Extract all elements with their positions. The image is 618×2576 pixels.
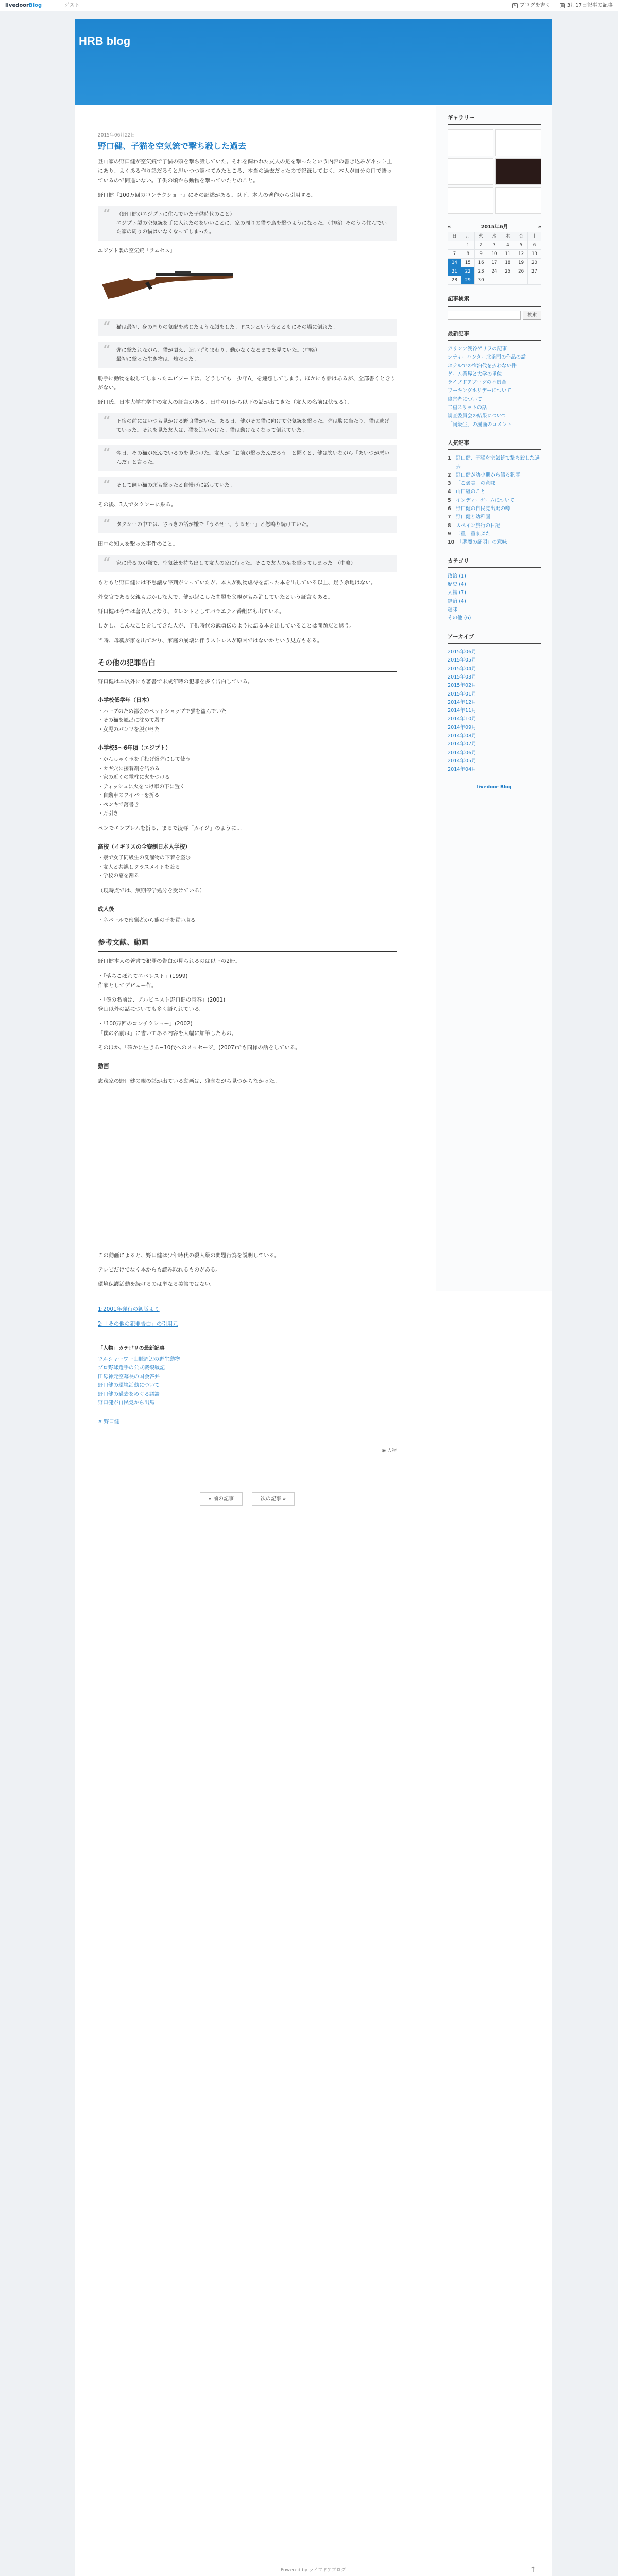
list-item-text: カギ穴に接着剤を詰める xyxy=(103,766,160,772)
popular-link[interactable]: 野口健が幼少期から語る犯罪 xyxy=(456,472,520,478)
calendar-day: 12 xyxy=(514,250,528,259)
popular-link[interactable]: スペイン旅行の日記 xyxy=(456,522,501,529)
category-link[interactable]: 経済 (4) xyxy=(448,598,466,604)
quote-text: タクシーの中では、さっきの話が嫌で「うるせー、うるせー」と怒鳴り続けていた。 xyxy=(116,521,312,528)
related-link[interactable]: 野口健の環境活動について xyxy=(98,1383,160,1389)
calendar-day xyxy=(448,241,461,250)
calendar-day: 15 xyxy=(461,259,474,267)
category-heading: カテゴリ xyxy=(448,556,541,568)
popular-item[interactable] xyxy=(448,480,541,488)
list-item-text: かんしゃく玉を手投げ爆弾にして使う xyxy=(103,757,191,762)
calendar-day: 11 xyxy=(501,250,514,259)
archive-link[interactable]: 2015年01月 xyxy=(448,691,476,697)
weekday: 月 xyxy=(461,232,474,241)
weekday: 日 xyxy=(448,232,461,241)
list-item-text: ハーブのため都会のペットショップで猫を盗んでいた xyxy=(103,708,227,715)
blog-title[interactable]: HRB blog xyxy=(79,35,131,47)
calendar-day: 3 xyxy=(488,241,501,250)
calendar-day xyxy=(488,276,501,285)
popular-link[interactable]: 山口組のこと xyxy=(456,489,486,495)
prev-article-button[interactable]: « 前の記事 xyxy=(200,1492,243,1506)
calendar-day: 7 xyxy=(448,250,461,259)
paragraph: テレビだけでなく本からも読み取れるものがある。 xyxy=(98,1267,221,1274)
gallery-thumb[interactable] xyxy=(448,187,493,214)
latest-link[interactable]: ワーキングホリデーについて xyxy=(448,388,512,394)
category-box xyxy=(448,556,541,623)
popular-list xyxy=(448,454,541,547)
quote-text: 家に帰るのが嫌で、空気銃を持ち出して友人の家に行った。そこで友人の足を撃ってしまった。（中略） xyxy=(116,560,356,566)
tag-link[interactable]: # 野口健 xyxy=(98,1419,119,1426)
paragraph: ペンでエンブレムを折る、まるで凌辱「カイジ」のように… xyxy=(98,825,242,832)
latest-link[interactable]: シティーハンター北条司の作品の話 xyxy=(448,354,526,361)
calendar-week xyxy=(448,250,541,259)
crime-list-jp xyxy=(98,707,397,735)
quote-block xyxy=(98,319,397,336)
category-list xyxy=(448,572,541,623)
paragraph: 野口健は今では著名人となり、タレントとしてバラエティ番組にも出ている。 xyxy=(98,608,285,615)
search-input[interactable] xyxy=(448,311,521,320)
calendar-day: 8 xyxy=(461,250,474,259)
gallery-thumb[interactable] xyxy=(495,158,541,185)
intro-paragraph: 登山家の野口健が空気銃で子猫の頭を撃ち殺していた。それを飼われた友人の足を撃ったという内容の書き込みがネット上にあり、よくある作り話だろうと思いつつ調べてみたところ、本当の過去だったので記録しておく。本人が自分の口で語っているので間違いない。子供の頃から動物を撃っていたとのこと。 xyxy=(98,159,392,184)
footnote xyxy=(98,1304,397,1314)
search-bar xyxy=(448,311,541,320)
calendar-day: 17 xyxy=(488,259,501,267)
related-link[interactable]: プロ野球選手の公式戦観戦記 xyxy=(98,1365,165,1371)
list-item: ・寮で女子同級生の洗濯物の下着を盗む xyxy=(98,855,191,861)
popular-item[interactable] xyxy=(448,471,541,480)
archive-link[interactable]: 2015年02月 xyxy=(448,683,476,689)
calendar-day-link[interactable]: 22 xyxy=(461,267,474,276)
rank-number: 2 xyxy=(448,472,451,478)
livedoor-blog-badge[interactable]: livedoor Blog xyxy=(477,784,512,790)
list-item-text: 女児のパンツを脱がせた xyxy=(103,726,160,733)
list-item-text: 家の近くの電柱に火をつける xyxy=(103,775,170,781)
quote-icon: “ xyxy=(102,445,111,464)
calendar-day: 13 xyxy=(528,250,541,259)
quote-text: そして飼い猫の頭も撃ったと自慢げに話していた。 xyxy=(116,483,235,489)
list-item-text: ペンキで落書き xyxy=(103,802,139,808)
rank-number: 9 xyxy=(448,531,451,537)
quote-icon: “ xyxy=(102,413,111,432)
archive-link[interactable]: 2014年08月 xyxy=(448,733,476,739)
archive-link[interactable]: 2015年05月 xyxy=(448,657,476,664)
list-item: ・その猫を風呂に沈めて殺す xyxy=(98,718,165,724)
archive-link[interactable]: 2014年10月 xyxy=(448,716,476,722)
list-item: ・ハーブのため都会のペットショップで猫を盗んでいた xyxy=(98,708,227,715)
quote-text: （野口健がエジプトに住んでいた子供時代のこと） エジプト製の空気銃を手に入れたのをいいことに、家の周りの猫や鳥を撃つようになった。（中略）そのうち住んでいた家の周りの猫はいなくなってしまった。 xyxy=(116,211,387,235)
gallery-thumb[interactable] xyxy=(448,129,493,156)
list-item: ・カギ穴に接着剤を詰める xyxy=(98,766,160,772)
crime-list-adult xyxy=(98,916,397,925)
gallery-grid xyxy=(448,129,541,214)
category-link[interactable]: その他 (6) xyxy=(448,615,471,621)
calendar-day xyxy=(514,276,528,285)
crime-list-uk xyxy=(98,854,397,881)
gallery-thumb[interactable] xyxy=(448,158,493,185)
calendar-week xyxy=(448,276,541,285)
footnote-link[interactable]: 2:「その他の犯罪告白」の引用元 xyxy=(98,1320,178,1327)
calendar-icon: ▦ xyxy=(560,4,564,8)
calendar-day: 30 xyxy=(474,276,488,285)
write-blog-link[interactable] xyxy=(512,0,551,11)
calendar-next[interactable]: » xyxy=(538,224,541,230)
back-to-top-button[interactable]: ↑ xyxy=(523,2560,543,2576)
paragraph: 野口氏、日本大学在学中の友人の証言がある。田中の口から以下の話が出てきた（友人の名前は伏せる）。 xyxy=(98,399,352,406)
quote-block xyxy=(98,516,397,533)
livedoor-logo[interactable] xyxy=(5,0,42,11)
gallery-heading: ギャラリー xyxy=(448,113,541,125)
related-link[interactable]: ウルシャーワー山脈周辺の野生動物 xyxy=(98,1357,180,1363)
footnote xyxy=(98,1319,397,1329)
category-link[interactable]: 趣味 xyxy=(448,607,458,613)
calendar-day xyxy=(528,276,541,285)
rank-number: 7 xyxy=(448,514,451,520)
gallery-box xyxy=(448,113,541,214)
calendar-week xyxy=(448,267,541,276)
list-item-text: ネパールで密猟者から熊の子を買い取る xyxy=(103,918,196,924)
paragraph: 野口健は本以外にも著書で未成年時の犯罪を多く告白している。 xyxy=(98,679,253,685)
paragraph: 野口健『100万回のコンチクショー』にその記述がある。以下、本人の著作から引用する。 xyxy=(98,192,317,198)
write-label: ブログを書く xyxy=(519,3,551,8)
calendar-day: 19 xyxy=(514,259,528,267)
calendar-box xyxy=(448,223,541,285)
quote-block xyxy=(98,445,397,471)
list-item: ・ペンキで落書き xyxy=(98,802,139,808)
list-item-text: 学校の窓を割る xyxy=(103,873,139,879)
paragraph: 外交官である父親もおかしな人で、健が起こした問題を父親がもみ消していたという証言もある。 xyxy=(98,594,333,600)
related-list xyxy=(98,1355,397,1408)
quote-block xyxy=(98,206,397,241)
search-box xyxy=(448,294,541,319)
category-link[interactable]: 政治 (1) xyxy=(448,573,466,579)
reference-desc: 作家としてデビュー作。 xyxy=(98,982,157,989)
crime-list-eg xyxy=(98,755,397,819)
latest-link[interactable]: 二重スリットの話 xyxy=(448,404,487,411)
popular-link[interactable]: 野口健、子猫を空気銃で撃ち殺した過去 xyxy=(456,455,540,470)
popular-item[interactable] xyxy=(448,497,541,505)
list-item-text: 万引き xyxy=(103,811,118,817)
calendar-day: 5 xyxy=(514,241,528,250)
quote-block xyxy=(98,477,397,494)
quote-block xyxy=(98,555,397,572)
page-wrapper xyxy=(75,19,552,2576)
top-bar xyxy=(0,0,618,11)
latest-heading: 最新記事 xyxy=(448,329,541,341)
section-heading: その他の犯罪告白 xyxy=(98,657,397,672)
calendar-day-link[interactable]: 29 xyxy=(461,276,474,285)
quote-icon: “ xyxy=(102,206,111,224)
list-item-text: ティッシュに火をつけ車の下に置く xyxy=(103,784,185,790)
calendar-title: 2015年6月 xyxy=(480,224,508,230)
calendar-day xyxy=(501,276,514,285)
search-button[interactable]: 検索 xyxy=(523,311,541,320)
date-label: 3月17日記事の記事 xyxy=(566,3,613,8)
reference-title: 「落ちこぼれてエベレスト」(1999) xyxy=(103,973,188,979)
latest-link[interactable]: ライブドアブログの不具合 xyxy=(448,380,507,386)
category-link[interactable]: 歴史 (4) xyxy=(448,582,466,588)
popular-item[interactable] xyxy=(448,505,541,513)
rank-number: 5 xyxy=(448,497,451,503)
reference: ・「100万回のコンチクショー」(2002) 「僕の名前は」に書いてある内容を大幅に加筆したもの。 xyxy=(98,1021,237,1037)
paragraph: 当時、母親が家を出ており、家庭の崩壊に伴うストレスが原因ではないかという見方もある。 xyxy=(98,637,323,644)
quote-icon: “ xyxy=(102,342,111,360)
paragraph: その後、3人でタクシーに乗る。 xyxy=(98,502,177,509)
paragraph: 野口健本人の著書で犯罪の告白が見られるのは以下の2冊。 xyxy=(98,958,241,965)
date-link[interactable] xyxy=(560,0,613,11)
popular-item[interactable] xyxy=(448,513,541,521)
rank-number: 8 xyxy=(448,522,451,529)
weekday: 火 xyxy=(474,232,488,241)
rank-number: 3 xyxy=(448,481,451,487)
guest-label: ゲスト xyxy=(64,3,80,8)
quote-text: 下宿の前にはいつも見かける野良猫がいた。ある日、健がその猫に向けて空気銃を撃った。弾は腹に当たり、猫は逃げていった。それを見た友人は、猫を追いかけた。猫は動けなくなって倒れていた。 xyxy=(116,419,389,434)
list-item: ・女児のパンツを脱がせた xyxy=(98,726,160,733)
blog-header xyxy=(75,19,552,105)
list-item: ・ネパールで密猟者から熊の子を買い取る xyxy=(98,918,196,924)
gallery-thumb[interactable] xyxy=(495,129,541,156)
reference-title: 「100万回のコンチクショー」(2002) xyxy=(103,1021,193,1027)
subheading: 小学校5〜6年頃（エジプト） xyxy=(98,745,171,752)
archive-link[interactable]: 2014年04月 xyxy=(448,767,476,773)
rank-number: 1 xyxy=(448,455,451,462)
list-item-text: 自動車のワイパーを折る xyxy=(103,793,160,799)
calendar-day: 18 xyxy=(501,259,514,267)
paragraph: （現時点では、無期停学処分を受けている） xyxy=(98,887,205,894)
rank-number: 6 xyxy=(448,506,451,512)
calendar-day: 26 xyxy=(514,267,528,276)
rank-number: 10 xyxy=(448,539,455,546)
logo-text: livedoor xyxy=(5,3,29,8)
popular-item[interactable] xyxy=(448,488,541,496)
archive-box xyxy=(448,632,541,774)
reference-desc: 「僕の名前は」に書いてある内容を大幅に加筆したもの。 xyxy=(98,1030,237,1037)
subheading: 成人後 xyxy=(98,906,114,912)
top-actions xyxy=(512,0,613,11)
related-label: 「人物」カテゴリの最新記事 xyxy=(98,1345,165,1351)
next-article-button[interactable]: 次の記事 » xyxy=(252,1492,295,1506)
latest-link[interactable]: ゲーム業界と大学の単位 xyxy=(448,371,502,377)
archive-link[interactable]: 2014年05月 xyxy=(448,758,476,764)
latest-link[interactable]: 障害者について xyxy=(448,396,482,402)
gun-caption: エジプト製の空気銃「ラムセス」 xyxy=(98,248,175,254)
popular-item[interactable] xyxy=(448,454,541,471)
article xyxy=(98,132,397,1506)
paragraph: 勝手に動物を殺してしまったエピソードは、どうしても「少年A」を連想してしまう。ほかにも話はあるが、全部書くときりがない。 xyxy=(98,375,396,391)
quote-text: 弾に撃たれながら、猫が悶え、這いずりまわり、動かなくなるまでを見ていた。（中略） 最初に撃った生き物は、雉だった。 xyxy=(116,347,320,362)
archive-link[interactable]: 2014年07月 xyxy=(448,741,476,748)
calendar-week xyxy=(448,259,541,267)
pager xyxy=(98,1492,397,1506)
calendar-day: 1 xyxy=(461,241,474,250)
calendar-day: 20 xyxy=(528,259,541,267)
list-item-text: 寮で女子同級生の洗濯物の下着を盗む xyxy=(103,855,191,861)
latest-link[interactable]: 調査委員会の結果について xyxy=(448,413,507,419)
quote-block xyxy=(98,413,397,439)
archive-link[interactable]: 2015年04月 xyxy=(448,666,476,672)
tag-icon: ◉ xyxy=(382,1448,387,1453)
main-column xyxy=(75,106,436,2558)
calendar-day: 6 xyxy=(528,241,541,250)
popular-item[interactable] xyxy=(448,522,541,530)
calendar-day: 10 xyxy=(488,250,501,259)
logo-blog: Blog xyxy=(29,3,42,8)
calendar-day: 28 xyxy=(448,276,461,285)
calendar-day: 27 xyxy=(528,267,541,276)
latest-link[interactable]: 「同級生」の漫画のコメント xyxy=(448,421,512,428)
air-rifle-image xyxy=(98,258,237,304)
popular-link[interactable]: 二重一重まぶた xyxy=(456,531,491,537)
quote-text: 翌日、その猫が死んでいるのを見つけた。友人が「お前が撃ったんだろう」と聞くと、健は笑いながら「あいつが悪いんだ」と言った。 xyxy=(116,451,389,466)
archive-link[interactable]: 2014年11月 xyxy=(448,708,476,714)
quote-text: 猫は最初、身の周りの気配を感じたような顔をした。ドスンという音とともにその場に倒れた。 xyxy=(116,324,338,330)
reference-desc: 登山以外の話についても多く語られている。 xyxy=(98,1006,205,1013)
archive-list xyxy=(448,648,541,774)
reference: ・「落ちこぼれてエベレスト」(1999) 作家としてデビュー作。 xyxy=(98,973,188,989)
popular-link[interactable]: 野口健の自民党出馬の噂 xyxy=(456,506,510,512)
calendar-day: 16 xyxy=(474,259,488,267)
weekday: 土 xyxy=(528,232,541,241)
calendar-day: 4 xyxy=(501,241,514,250)
footnote-link[interactable]: 1:2001年発行の初版より xyxy=(98,1306,160,1313)
video-placeholder xyxy=(98,1091,397,1246)
list-item: ・学校の窓を割る xyxy=(98,873,139,879)
author-label: 人物 xyxy=(387,1448,397,1453)
calendar xyxy=(448,232,541,285)
subheading: 動画 xyxy=(98,1063,109,1070)
popular-box xyxy=(448,438,541,547)
paragraph: そのほか、「確かに生きる−10代へのメッセージ」(2007)でも同様の話をしている。 xyxy=(98,1044,301,1051)
latest-link[interactable]: ガリシア渓谷ゲリラの記事 xyxy=(448,346,507,352)
calendar-head xyxy=(448,232,541,241)
archive-link[interactable]: 2015年03月 xyxy=(448,674,476,680)
popular-link[interactable]: 野口健と幼稚園 xyxy=(456,514,491,520)
archive-link[interactable]: 2015年06月 xyxy=(448,649,476,655)
paragraph: もともと野口健には不思議な評判が立っていたが、本人が動物虐待を語った本を出している以上、疑う余地はない。 xyxy=(98,579,376,586)
subheading: 小学校低学年（日本） xyxy=(98,697,152,704)
latest-box xyxy=(448,329,541,429)
paragraph: しかし、こんなことをしてきた人が、子供時代の武勇伝のように語る本を出していることは問題だと思う。 xyxy=(98,623,355,630)
weekday: 金 xyxy=(514,232,528,241)
popular-link[interactable]: 「ご褒美」の意味 xyxy=(456,481,495,487)
rank-number: 4 xyxy=(448,489,451,495)
entry-title[interactable]: 野口健、子猫を空気銃で撃ち殺した過去 xyxy=(98,141,247,151)
calendar-week xyxy=(448,241,541,250)
related-link[interactable]: 野口健の過去をめぐる議論 xyxy=(98,1392,160,1398)
quote-icon: “ xyxy=(102,516,111,534)
popular-link[interactable]: インディーゲームについて xyxy=(456,497,515,503)
list-item: ・自動車のワイパーを折る xyxy=(98,793,160,799)
reference: ・「僕の名前は、アルピニスト野口健の青春」(2001) 登山以外の話についても多く語られている。 xyxy=(98,997,226,1013)
calendar-day: 9 xyxy=(474,250,488,259)
author-category[interactable] xyxy=(98,1447,397,1455)
list-item-text: その猫を風呂に沈めて殺す xyxy=(103,718,165,724)
list-item: ・家の近くの電柱に火をつける xyxy=(98,775,170,781)
latest-link[interactable]: ホテルでの宿泊代を払わない件 xyxy=(448,363,517,369)
calendar-day: 24 xyxy=(488,267,501,276)
quote-icon: “ xyxy=(102,477,111,496)
section-heading: 参考文献、動画 xyxy=(98,937,397,952)
list-item: ・ティッシュに火をつけ車の下に置く xyxy=(98,784,185,790)
calendar-day: 25 xyxy=(501,267,514,276)
paragraph: 環境保護活動を続けるのは単なる美談ではない。 xyxy=(98,1281,216,1288)
category-link[interactable]: 人物 (7) xyxy=(448,590,466,596)
calendar-day: 23 xyxy=(474,267,488,276)
sidebar xyxy=(436,106,552,1291)
subheading: 高校（イギリスの全寮制日本人学校） xyxy=(98,843,191,850)
list-item: ・かんしゃく玉を手投げ爆弾にして使う xyxy=(98,757,191,762)
quote-block xyxy=(98,342,397,368)
paragraph: 田中の知人を撃った事件のこと。 xyxy=(98,540,178,547)
popular-link[interactable]: 「悪魔の証明」の意味 xyxy=(457,539,507,546)
gallery-thumb[interactable] xyxy=(495,187,541,214)
latest-list xyxy=(448,345,541,429)
archive-link[interactable]: 2014年12月 xyxy=(448,699,476,705)
list-item-text: 友人と共謀しクラスメイトを殴る xyxy=(103,864,180,870)
popular-item[interactable] xyxy=(448,530,541,538)
paragraph: 志茂家の野口健の親の話が出ている動画は、残念ながら見つからなかった。 xyxy=(98,1078,280,1084)
calendar-day-link[interactable]: 21 xyxy=(448,267,461,276)
calendar-day-link[interactable]: 14 xyxy=(448,259,461,267)
entry-date: 2015年06月22日 xyxy=(98,133,135,138)
archive-link[interactable]: 2014年06月 xyxy=(448,750,476,756)
archive-heading: アーカイブ xyxy=(448,632,541,644)
weekday: 水 xyxy=(488,232,501,241)
weekday: 木 xyxy=(501,232,514,241)
related-articles xyxy=(98,1344,397,1408)
archive-link[interactable]: 2014年09月 xyxy=(448,724,476,731)
powered-by[interactable]: Powered by ライブドアブログ xyxy=(280,2568,346,2573)
quote-icon: “ xyxy=(102,554,111,573)
calendar-prev[interactable]: « xyxy=(448,224,451,230)
quote-icon: “ xyxy=(102,318,111,337)
reference-title: 「僕の名前は、アルピニスト野口健の青春」(2001) xyxy=(103,997,226,1004)
popular-heading: 人気記事 xyxy=(448,438,541,450)
calendar-nav xyxy=(448,223,541,232)
related-link[interactable]: 田母神元空幕長の国会答弁 xyxy=(98,1374,160,1380)
list-item: ・万引き xyxy=(98,811,118,817)
pencil-icon: ✎ xyxy=(512,3,518,8)
search-heading: 記事検索 xyxy=(448,294,541,306)
calendar-day: 2 xyxy=(474,241,488,250)
list-item: ・友人と共謀しクラスメイトを殴る xyxy=(98,864,180,870)
related-link[interactable]: 野口健が自民党から出馬 xyxy=(98,1400,154,1406)
popular-item[interactable] xyxy=(448,538,541,547)
paragraph: この動画によると、野口健は少年時代の殺人級の問題行為を説明している。 xyxy=(98,1252,280,1259)
